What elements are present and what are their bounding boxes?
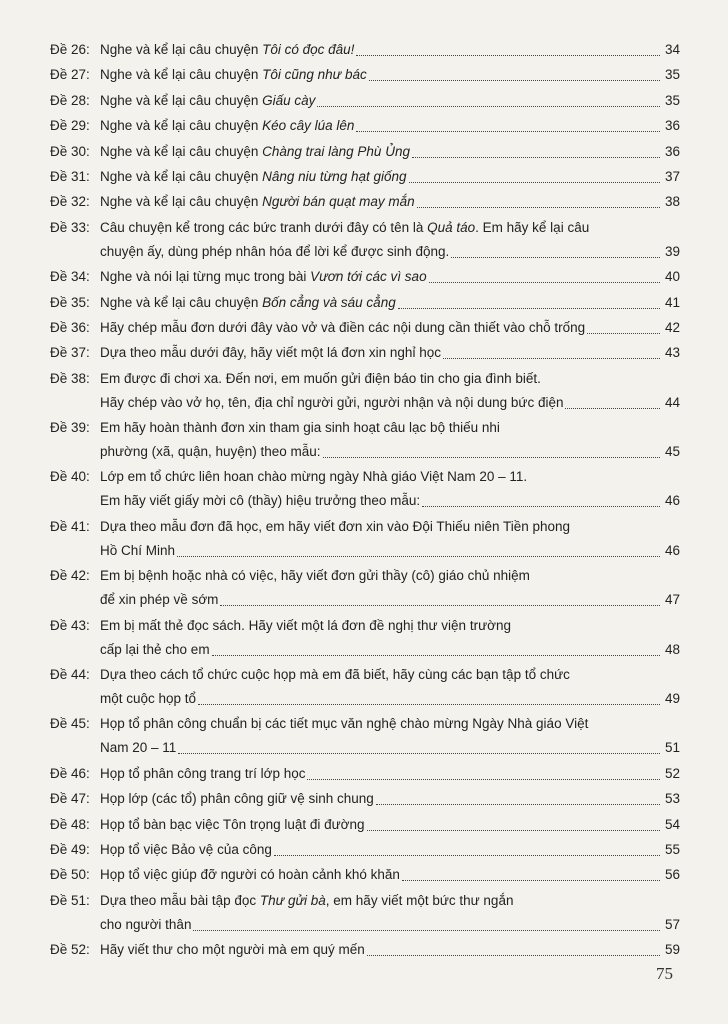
entry-text: Em hãy hoàn thành đơn xin tham gia sinh hoạt câu lạc bộ thiếu nhi	[100, 420, 500, 436]
toc-entry	[50, 838, 680, 862]
entry-title: Chàng trai làng Phù Ủng	[262, 143, 410, 159]
entry-label: Đề 32:	[50, 194, 90, 210]
entry-text: Dựa theo cách tổ chức cuộc họp mà em đã biết, hãy cùng các bạn tập tổ chức	[100, 667, 570, 683]
entry-text: Họp tổ việc Bảo vệ của công	[100, 841, 272, 857]
entry-page-number: 52	[664, 765, 680, 781]
entry-label: Đề 43:	[50, 617, 90, 633]
entry-title: Bốn cẳng và sáu cẳng	[262, 294, 396, 310]
dot-leader	[178, 752, 660, 754]
page-number: 75	[656, 964, 673, 983]
entry-label: Đề 27:	[50, 67, 90, 83]
entry-label: Đề 49:	[50, 841, 90, 857]
entry-label: Đề 50:	[50, 867, 90, 883]
entry-text: Nghe và nói lại từng mục trong bài	[100, 269, 311, 285]
entry-page-number: 47	[664, 592, 680, 608]
toc-entry	[50, 114, 680, 138]
toc-entry	[50, 465, 680, 513]
entry-page-number: 44	[664, 394, 680, 410]
entry-page-number: 35	[664, 67, 680, 83]
entry-label: Đề 52:	[50, 942, 90, 958]
entry-text: Nghe và kể lại câu chuyện	[100, 67, 263, 83]
toc-entry	[50, 564, 680, 612]
dot-leader	[417, 206, 660, 208]
toc-entry	[50, 813, 680, 837]
entry-page-number: 51	[664, 740, 680, 756]
entry-title: Tôi có đọc đâu!	[262, 42, 355, 57]
toc-entry	[50, 889, 680, 937]
entry-text: Họp tổ bàn bạc việc Tôn trọng luật đi đường	[100, 816, 365, 832]
entry-text: Dựa theo mẫu dưới đây, hãy viết một lá đơn xin nghỉ học	[100, 345, 441, 361]
entry-page-number: 46	[664, 542, 680, 558]
dot-leader	[356, 130, 660, 132]
entry-title: Thư gửi bà	[259, 892, 326, 908]
entry-page-number: 39	[664, 243, 680, 259]
entry-label: Đề 26:	[50, 42, 90, 57]
toc-entry	[50, 165, 680, 189]
entry-text-suffix: , em hãy viết một bức thư ngắn	[325, 892, 514, 908]
toc-entry	[50, 367, 680, 415]
entry-page-number: 59	[664, 942, 680, 958]
toc-entry	[50, 416, 680, 464]
dot-leader	[376, 803, 660, 805]
dot-leader	[274, 854, 660, 856]
entry-text: Hãy viết thư cho một người mà em quý mến	[100, 942, 365, 958]
toc-entry	[50, 89, 680, 113]
entry-label: Đề 38:	[50, 370, 90, 386]
toc-entry	[50, 614, 680, 662]
entry-label: Đề 44:	[50, 667, 90, 683]
entry-text: Nghe và kể lại câu chuyện	[100, 194, 263, 210]
entry-label: Đề 33:	[50, 219, 90, 235]
entry-text-continued: Hồ Chí Minh	[100, 542, 176, 558]
entry-text-continued: cấp lại thẻ cho em	[100, 641, 210, 657]
entry-text-suffix: . Em hãy kể lại câu	[475, 219, 590, 235]
toc-entry	[50, 712, 680, 760]
toc-entry	[50, 63, 680, 87]
dot-leader	[323, 456, 660, 458]
entry-label: Đề 45:	[50, 716, 90, 732]
dot-leader	[367, 829, 660, 831]
toc-entry	[50, 663, 680, 711]
entry-text: Họp tổ phân công chuẩn bị các tiết mục văn nghệ chào mừng Ngày Nhà giáo Việt	[100, 716, 589, 732]
dot-leader	[443, 357, 660, 359]
entry-label: Đề 41:	[50, 518, 90, 534]
entry-page-number: 55	[664, 841, 680, 857]
toc-entry	[50, 762, 680, 786]
entry-text-continued: Nam 20 – 11	[100, 740, 177, 756]
entry-label: Đề 29:	[50, 118, 90, 134]
toc-entry	[50, 190, 680, 214]
dot-leader	[220, 604, 660, 606]
dot-leader	[356, 54, 660, 56]
dot-leader	[369, 79, 660, 81]
entry-text-continued: cho người thân	[100, 916, 192, 932]
dot-leader	[317, 105, 660, 107]
dot-leader	[177, 555, 660, 557]
entry-text: Họp lớp (các tổ) phân công giữ vệ sinh chung	[100, 791, 374, 807]
entry-page-number: 54	[664, 816, 680, 832]
entry-title: Tôi cũng như bác	[262, 67, 367, 83]
entry-label: Đề 40:	[50, 469, 90, 485]
entry-page-number: 43	[664, 345, 680, 361]
toc-entry	[50, 38, 680, 62]
entry-label: Đề 42:	[50, 568, 90, 584]
entry-text: Em được đi chơi xa. Đến nơi, em muốn gửi điện báo tin cho gia đình biết.	[100, 370, 541, 386]
entry-label: Đề 48:	[50, 816, 90, 832]
entry-label: Đề 39:	[50, 420, 90, 436]
toc-entry	[50, 787, 680, 811]
entry-page-number: 40	[664, 269, 680, 285]
entry-text-continued: Hãy chép vào vở họ, tên, địa chỉ người gửi, người nhận và nội dung bức điện	[100, 394, 564, 410]
entry-text: Nghe và kể lại câu chuyện	[100, 42, 263, 57]
entry-text: Nghe và kể lại câu chuyện	[100, 168, 263, 184]
entry-text: Hãy chép mẫu đơn dưới đây vào vở và điền các nội dung cần thiết vào chỗ trống	[100, 319, 586, 335]
entry-title: Kéo cây lúa lên	[262, 118, 355, 134]
entry-text: Câu chuyện kể trong các bức tranh dưới đây có tên là	[100, 219, 428, 235]
entry-title: Quả táo	[427, 219, 476, 235]
dot-leader	[451, 256, 660, 258]
dot-leader	[367, 954, 660, 956]
dot-leader	[429, 281, 660, 283]
dot-leader	[193, 929, 660, 931]
toc-entry	[50, 216, 680, 264]
dot-leader	[398, 307, 660, 309]
dot-leader	[198, 703, 660, 705]
toc-entry	[50, 291, 680, 315]
toc-entry	[50, 863, 680, 887]
entry-text: Dựa theo mẫu đơn đã học, em hãy viết đơn xin vào Đội Thiếu niên Tiền phong	[100, 518, 571, 534]
entry-page-number: 49	[664, 691, 680, 707]
entry-text: Nghe và kể lại câu chuyện	[100, 294, 263, 310]
entry-text: Em bị bệnh hoặc nhà có việc, hãy viết đơn gửi thầy (cô) giáo chủ nhiệm	[100, 568, 530, 584]
entry-page-number: 42	[664, 319, 680, 335]
dot-leader	[587, 332, 660, 334]
entry-label: Đề 34:	[50, 269, 90, 285]
entry-title: Nâng niu từng hạt giống	[262, 168, 407, 184]
entry-label: Đề 31:	[50, 168, 90, 184]
entry-page-number: 36	[664, 118, 680, 134]
entry-text-continued: phường (xã, quận, huyện) theo mẫu:	[100, 444, 321, 460]
entry-page-number: 57	[664, 916, 680, 932]
entry-label: Đề 28:	[50, 92, 90, 108]
toc-entry	[50, 938, 680, 962]
toc-entry	[50, 341, 680, 365]
entry-label: Đề 30:	[50, 143, 90, 159]
entry-text: Nghe và kể lại câu chuyện	[100, 92, 263, 108]
entry-text-continued: một cuộc họp tổ	[100, 691, 197, 707]
dot-leader	[307, 778, 660, 780]
entry-page-number: 56	[664, 867, 680, 883]
entry-title: Vươn tới các vì sao	[310, 269, 427, 285]
dot-leader	[412, 156, 660, 158]
entry-text: Lớp em tổ chức liên hoan chào mừng ngày Nhà giáo Việt Nam 20 – 11.	[100, 469, 528, 485]
entry-label: Đề 51:	[50, 892, 90, 908]
toc-entry	[50, 316, 680, 340]
entry-page-number: 41	[664, 294, 680, 310]
entry-page-number: 36	[664, 143, 680, 159]
entry-page-number: 45	[664, 444, 680, 460]
dot-leader	[212, 654, 660, 656]
entry-page-number: 53	[664, 791, 680, 807]
entry-text-continued: Em hãy viết giấy mời cô (thầy) hiệu trưởng theo mẫu:	[100, 493, 421, 509]
entry-text: Em bị mất thẻ đọc sách. Hãy viết một lá đơn đề nghị thư viện trường	[100, 617, 511, 633]
entry-label: Đề 36:	[50, 319, 90, 335]
entry-title: Người bán quạt may mắn	[262, 194, 415, 210]
entry-page-number: 48	[664, 641, 680, 657]
entry-label: Đề 46:	[50, 765, 90, 781]
entry-text: Họp tổ phân công trang trí lớp học	[100, 765, 306, 781]
entry-page-number: 37	[664, 168, 680, 184]
table-of-contents	[50, 38, 680, 962]
toc-entry	[50, 265, 680, 289]
toc-entry	[50, 140, 680, 164]
entry-text: Nghe và kể lại câu chuyện	[100, 143, 263, 159]
entry-title: Giấu cày	[262, 92, 316, 108]
entry-page-number: 46	[664, 493, 680, 509]
entry-text-continued: để xin phép về sớm	[100, 592, 219, 608]
entry-text: Họp tổ việc giúp đỡ người có hoàn cảnh khó khăn	[100, 867, 400, 883]
entry-text: Dựa theo mẫu bài tập đọc	[100, 892, 260, 908]
dot-leader	[422, 505, 660, 507]
entry-text: Nghe và kể lại câu chuyện	[100, 118, 263, 134]
dot-leader	[565, 407, 660, 409]
entry-text-continued: chuyện ấy, dùng phép nhân hóa để lời kể được sinh động.	[100, 243, 450, 259]
entry-label: Đề 37:	[50, 345, 90, 361]
dot-leader	[409, 181, 660, 183]
entry-page-number: 34	[664, 42, 680, 57]
toc-entry	[50, 515, 680, 563]
entry-page-number: 38	[664, 194, 680, 210]
entry-label: Đề 47:	[50, 791, 90, 807]
dot-leader	[402, 879, 660, 881]
entry-page-number: 35	[664, 92, 680, 108]
entry-label: Đề 35:	[50, 294, 90, 310]
